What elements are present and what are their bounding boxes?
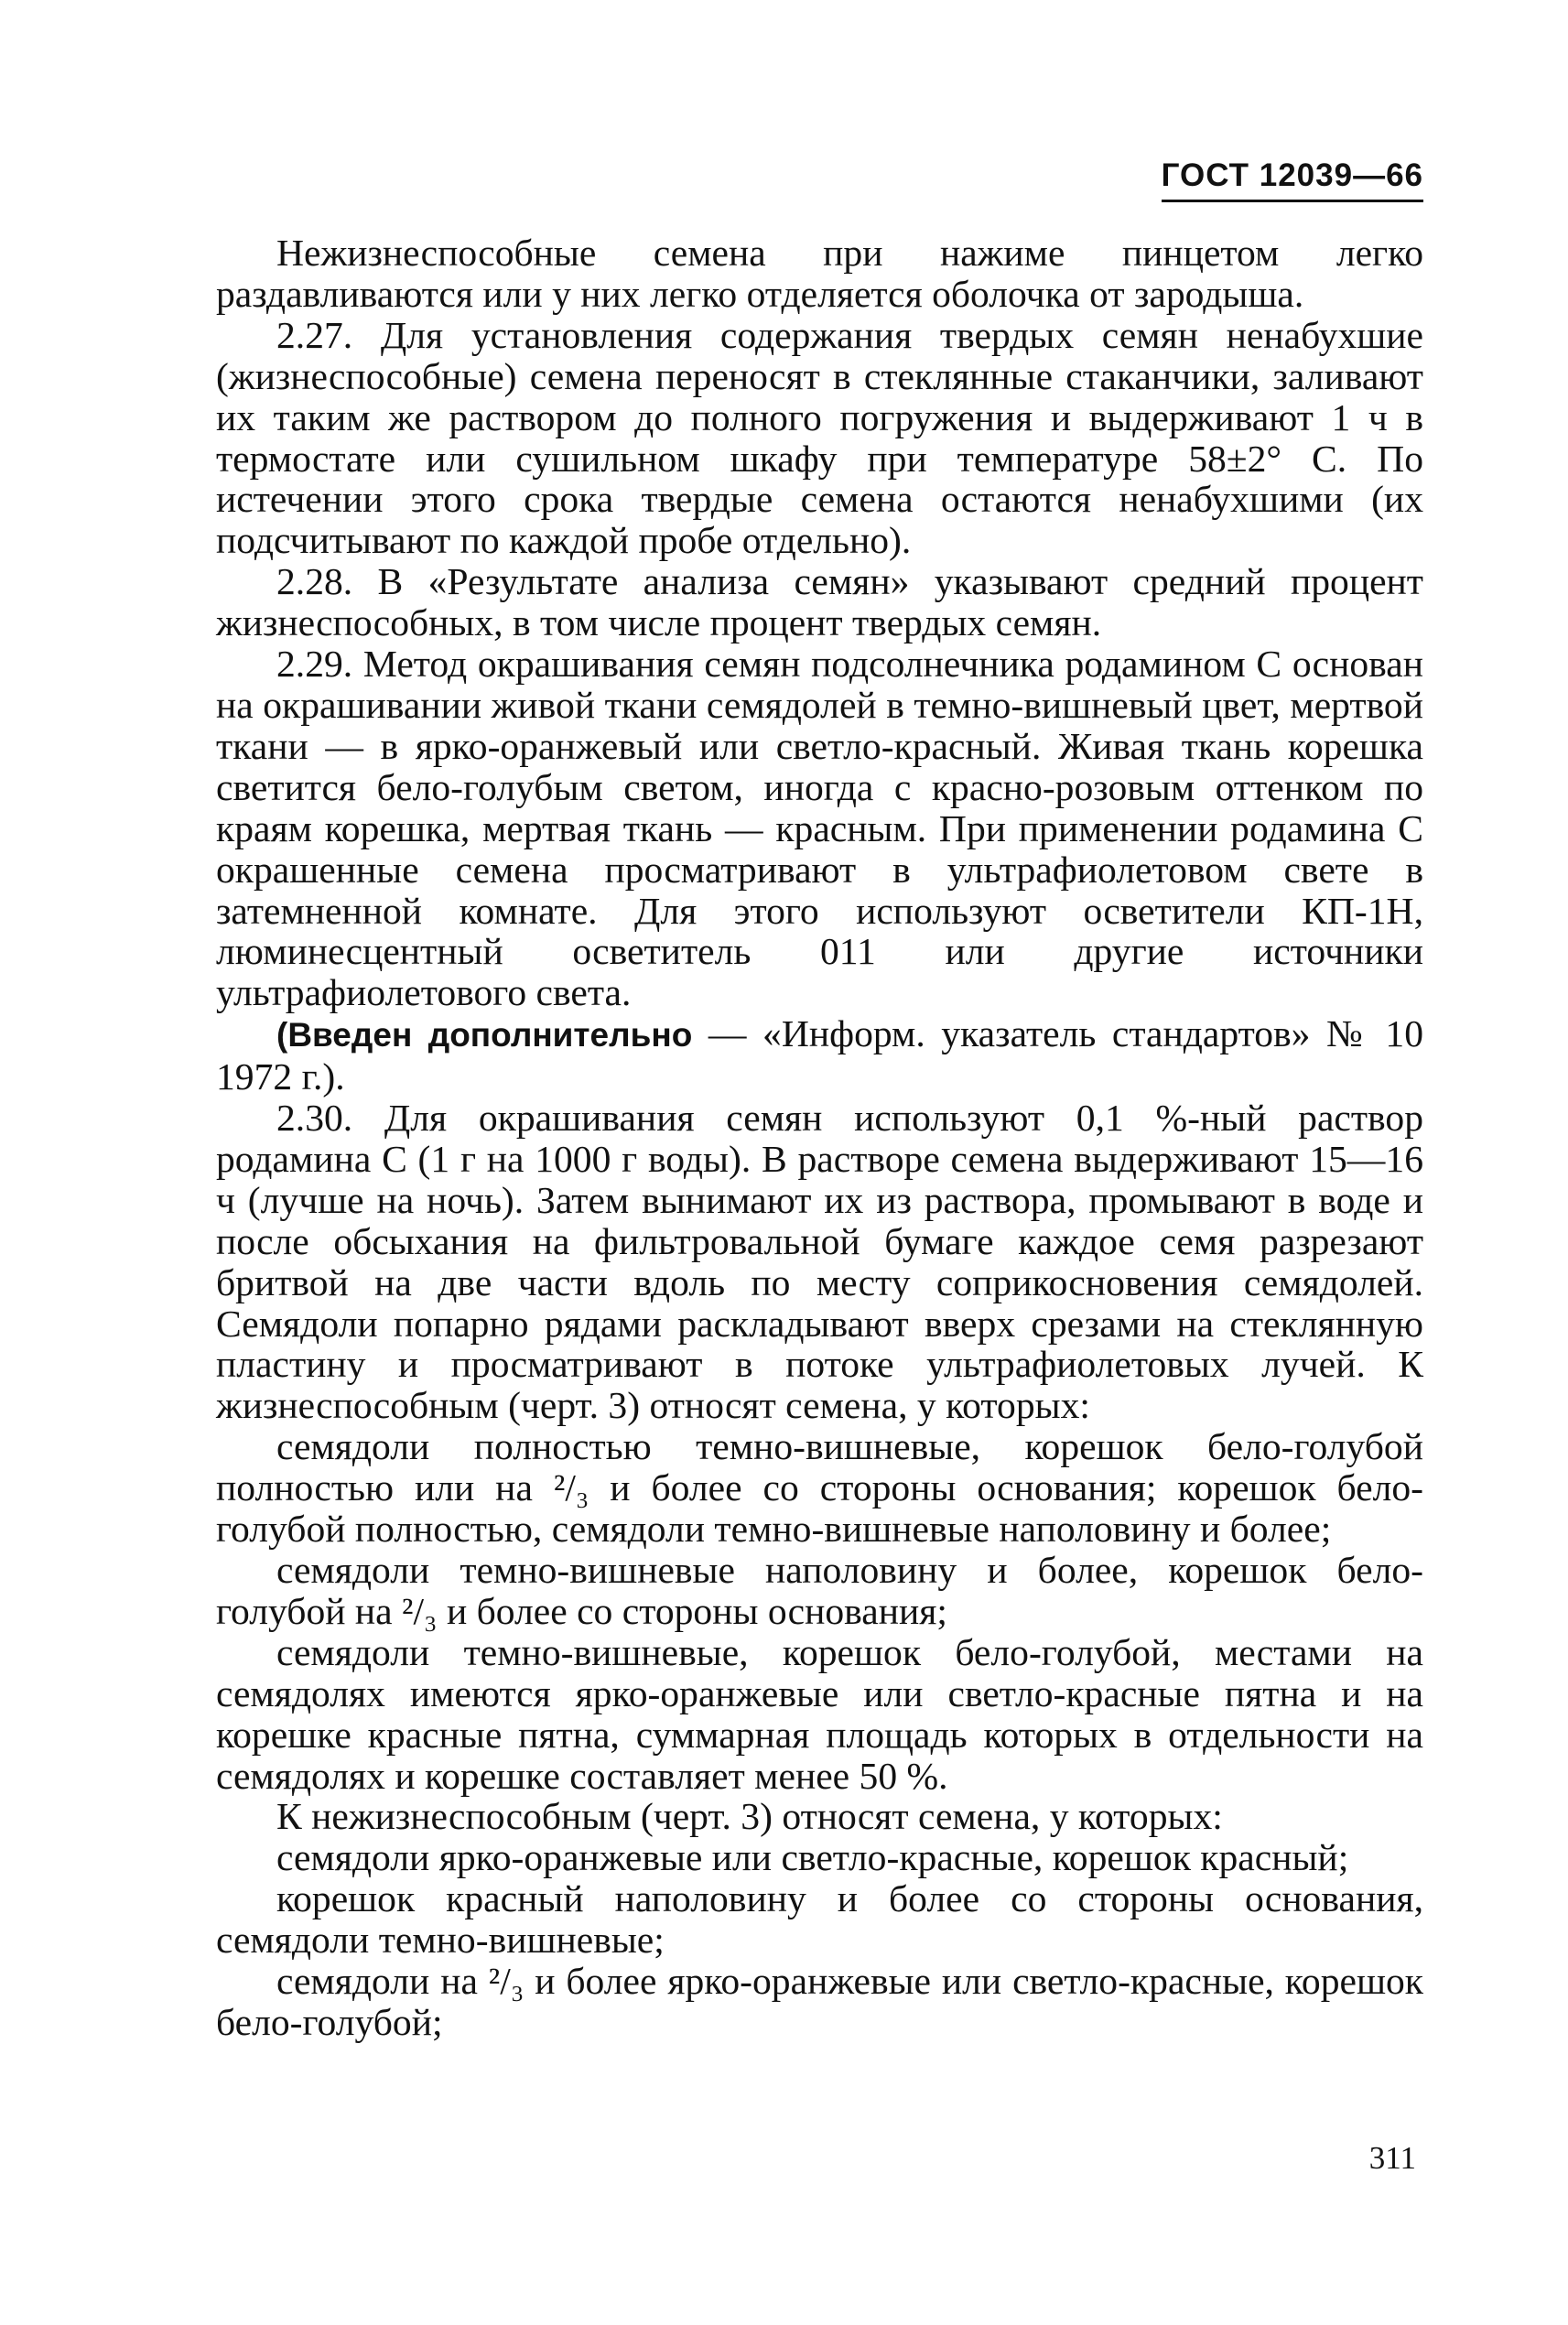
paragraph-2-27: 2.27. Для установления содержания твердых семян ненабухшие (жизнеспособные) семена переносят в стеклянные стаканчики, заливают их таким же раствором до полного погружения и выдерживают 1 ч в термостате или сушильном шкафу при температуре 58±2° С. По истечении этого срока твердые семена остаются ненабухшими (их подсчитывают по каждой пробе отдельно).: [216, 313, 1423, 562]
paragraph-2-29: 2.29. Метод окрашивания семян подсолнечника родамином С основан на окрашивании живой ткани семядолей в темно-вишневый цвет, мертвой ткани — в ярко-оранжевый или светло-красный. Живая ткань корешка светится бело-голубым светом, иногда с красно-розовым оттенком по краям корешка, мертвая ткань — красным. При применении родамина С окрашенные семена просматривают в ультрафиолетовом свете в затемненной комнате. Для этого используют осветители КП-1Н, люминесцентный осветитель 011 или другие источники ультрафиолетового света.: [216, 643, 1423, 1014]
nonviable-intro: К нежизнеспособным (черт. 3) относят семена, у которых:: [276, 1795, 1223, 1838]
nonviable-criterion-3: семядоли на ²/₃ и более ярко-оранжевые или светло-красные, корешок бело-голубой;: [216, 1960, 1423, 2043]
viable-criterion-1: семядоли полностью темно-вишневые, корешок бело-голубой полностью или на ²/₃ и более со стороны основания; корешок бело-голубой полностью, семядоли темно-вишневые наполовину и более;: [216, 1425, 1423, 1551]
nonviable-criterion-1: семядоли ярко-оранжевые или светло-красные, корешок красный;: [276, 1836, 1349, 1879]
viable-criterion-3: семядоли темно-вишневые, корешок бело-голубой, местами на семядолях имеются ярко-оранжевые или светло-красные пятна и на корешке красные пятна, суммарная площадь которых в отдельности на семядолях и корешке составляет менее 50 %.: [216, 1630, 1423, 1797]
page-number: 311: [1368, 2140, 1416, 2176]
amendment-label: (Введен дополнительно: [276, 1016, 693, 1054]
amendment-text: — «Информ. указатель стандартов» № 10 1972 г.).: [216, 1012, 1424, 1098]
body-text: [216, 232, 1423, 2043]
page-header: [1162, 157, 1423, 202]
paragraph-2-30: 2.30. Для окрашивания семян используют 0,1 %-ный раствор родамина С (1 г на 1000 г воды). В растворе семена выдерживают 15—16 ч (лучше на ночь). Затем вынимают их из раствора, промывают в воде и после обсыхания на фильтровальной бумаге каждое семя разрезают бритвой на две части вдоль по месту соприкосновения семядолей. Семядоли попарно рядами раскладывают вверх срезами на стеклянную пластину и просматривают в потоке ультрафиолетовых лучей. К жизнеспособным (черт. 3) относят семена, у которых:: [216, 1097, 1423, 1427]
paragraph-2-28: 2.28. В «Результате анализа семян» указывают средний процент жизнеспособных, в том числе процент твердых семян.: [216, 560, 1423, 644]
paragraph-amendment-note: [216, 1013, 1423, 1098]
paragraph-nonviable-note: Нежизнеспособные семена при нажиме пинцетом легко раздавливаются или у них легко отделяется оболочка от зародыша.: [216, 232, 1423, 315]
viable-criterion-2: семядоли темно-вишневые наполовину и более, корешок бело-голубой на ²/₃ и более со стороны основания;: [216, 1549, 1423, 1632]
nonviable-criterion-2: корешок красный наполовину и более со стороны основания, семядоли темно-вишневые;: [216, 1877, 1423, 1962]
standard-number: ГОСТ 12039—66: [1162, 157, 1423, 202]
